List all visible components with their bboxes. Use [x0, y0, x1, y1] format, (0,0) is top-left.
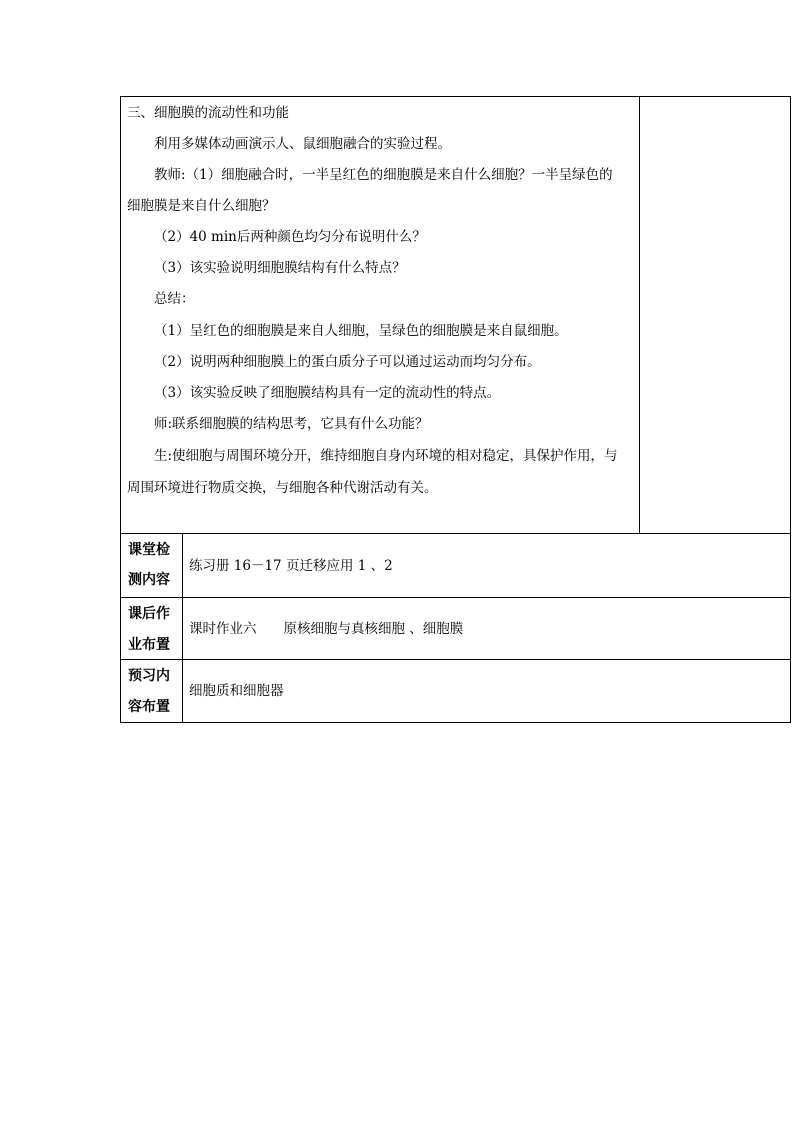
upper-block-bottom: [120, 533, 791, 534]
row-content: 细胞质和细胞器: [189, 683, 284, 699]
row-label: 业布置: [128, 637, 170, 653]
row-label: 预习内: [128, 668, 170, 684]
paragraph-line: 生:使细胞与周围环境分开，维持细胞自身内环境的相对稳定，具保护作用，与: [154, 448, 618, 464]
paragraph-line: 教师:（1）细胞融合时，一半呈红色的细胞膜是来自什么细胞？一半呈绿色的: [154, 167, 613, 183]
paragraph-line: 总结：: [154, 291, 195, 307]
row-label: 课堂检: [128, 542, 170, 558]
upper-column-divider: [639, 96, 640, 533]
paragraph-line: （2）40 min后两种颜色均匀分布说明什么？: [154, 229, 426, 245]
paragraph-line: （3）该实验反映了细胞膜结构具有一定的流动性的特点。: [154, 385, 501, 401]
table-border-bottom: [120, 722, 791, 723]
paragraph-line: 师:联系细胞膜的结构思考，它具有什么功能？: [154, 416, 429, 432]
paragraph-line: 周围环境进行物质交换，与细胞各种代谢活动有关。: [127, 480, 438, 496]
paragraph-line: （3）该实验说明细胞膜结构有什么特点？: [154, 260, 406, 276]
paragraph-line: 细胞膜是来自什么细胞？: [127, 198, 276, 214]
section-heading: 三、细胞膜的流动性和功能: [127, 105, 289, 121]
paragraph-line: （1）呈红色的细胞膜是来自人细胞，呈绿色的细胞膜是来自鼠细胞。: [154, 323, 568, 339]
paragraph-line: 利用多媒体动画演示人、鼠细胞融合的实验过程。: [154, 136, 451, 152]
row-label: 测内容: [128, 572, 170, 588]
row-content: 练习册 16－17 页迁移应用 1 、2: [189, 558, 393, 574]
table-border-left: [120, 96, 121, 723]
label-column-divider: [182, 533, 183, 723]
row-label: 容布置: [128, 699, 170, 715]
row-divider-2: [120, 659, 791, 660]
table-border-right: [790, 96, 791, 723]
paragraph-line: （2）说明两种细胞膜上的蛋白质分子可以通过运动而均匀分布。: [154, 354, 541, 370]
row-content: 课时作业六 原核细胞与真核细胞 、细胞膜: [189, 621, 464, 637]
table-border-top: [120, 96, 791, 97]
row-divider-1: [120, 597, 791, 598]
row-label: 课后作: [128, 606, 170, 622]
